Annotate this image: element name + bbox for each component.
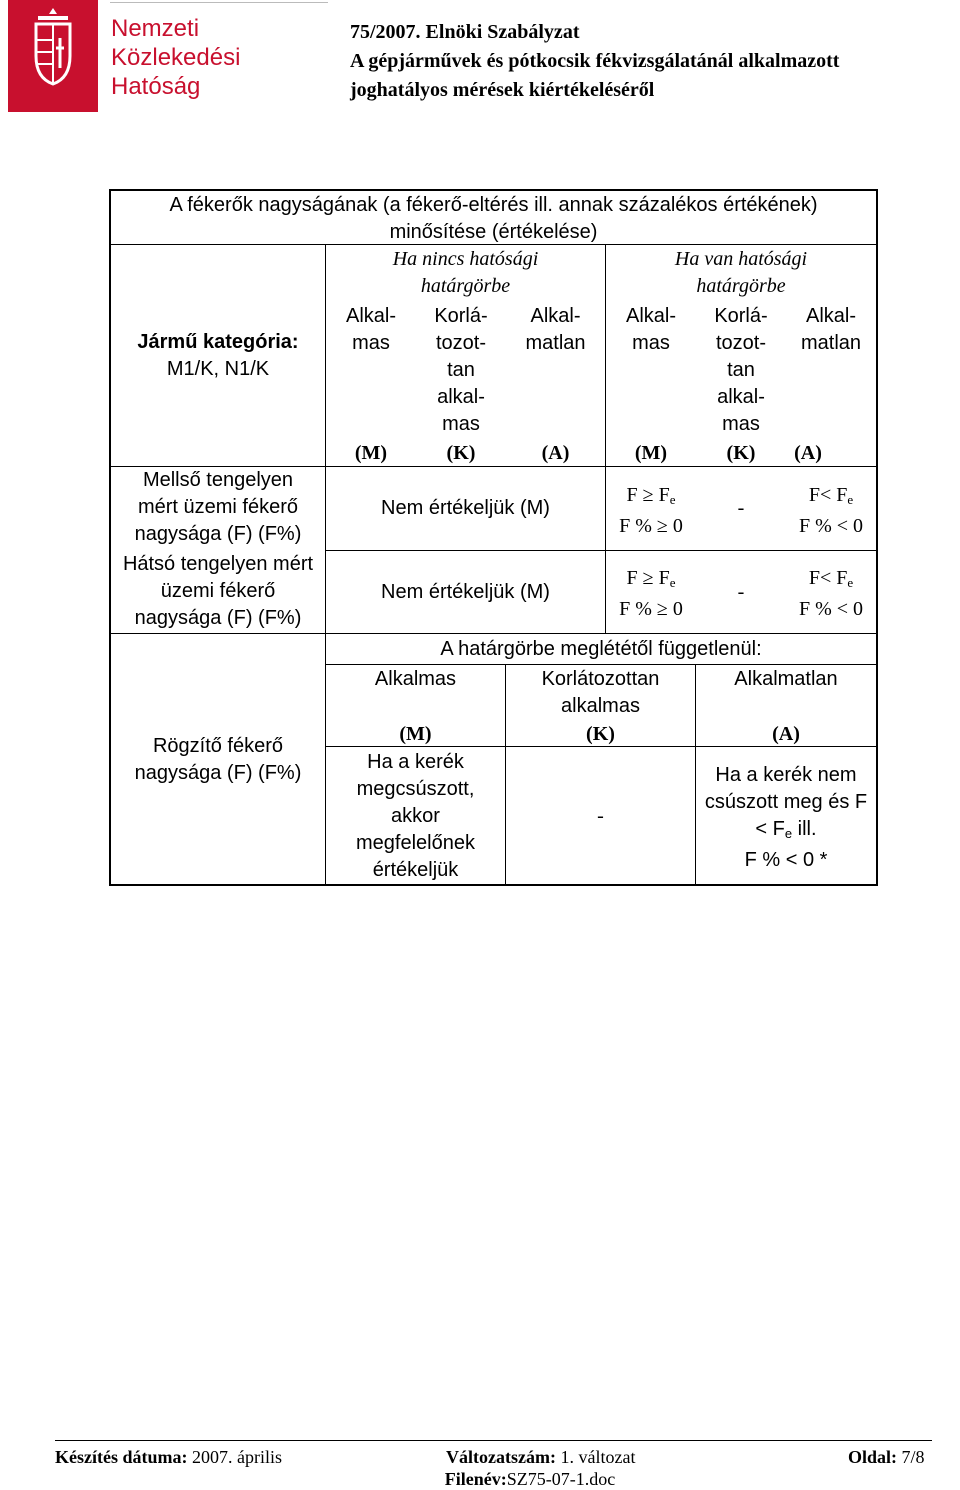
table-title-line-1: A fékerők nagyságának (a fékerő-eltérés ill. annak százalékos értékének) <box>169 194 818 216</box>
rear-not-evaluated: Nem értékeljük (M) <box>381 581 550 603</box>
rear-f-ge: $F \ge F_e$ <box>626 567 676 590</box>
front-fpct-lt: F % < 0 <box>798 515 864 537</box>
code-a-1: (A) <box>541 442 570 464</box>
park-a-text-line-1: Ha a kerék nem <box>715 764 857 786</box>
col-suitable-1-line-2: mas <box>352 332 390 354</box>
park-a-text-line-2: csúszott meg és F <box>704 791 868 813</box>
org-name-line-1: Nemzeti <box>111 15 200 42</box>
group-authority-line-1: Ha van hatósági <box>674 248 808 270</box>
park-m-text-line-4: megfelelőnek <box>356 832 475 854</box>
park-code-m: (M) <box>399 723 432 745</box>
front-fpct-ge: F % ≥ 0 <box>619 515 683 537</box>
row-rear-line-2: üzemi fékerő <box>160 580 276 602</box>
col-limited-1-line-2: tozot- <box>435 332 487 354</box>
col-limited-1-line-3: tan <box>447 359 475 381</box>
row-front-line-3: nagysága (F) (F%) <box>134 523 302 545</box>
col-limited-1-line-5: mas <box>442 413 480 435</box>
header-rule <box>110 2 328 3</box>
footer-filename: Filenév:SZ75-07-1.doc <box>444 1469 616 1489</box>
vehicle-category-value: M1/K, N1/K <box>166 358 270 380</box>
rear-fpct-ge: F % ≥ 0 <box>619 598 683 620</box>
park-limited-line-1: Korlátozottan <box>541 668 660 690</box>
row-parking-line-2: nagysága (F) (F%) <box>134 762 302 784</box>
park-a-text-line-3: < $F_e$ ill. <box>755 818 817 841</box>
coat-of-arms-icon <box>8 0 98 112</box>
row-rear-line-1: Hátsó tengelyen mért <box>122 553 314 575</box>
doc-title-line-1: A gépjárművek és pótkocsik fékvizsgálatánál alkalmazott <box>350 50 840 72</box>
park-suitable-label: Alkalmas <box>374 668 457 690</box>
vehicle-category-label: Jármű kategória: <box>137 331 299 353</box>
col-limited-2-line-1: Korlá- <box>714 305 768 327</box>
independent-header: A határgörbe meglététől függetlenül: <box>440 638 762 660</box>
doc-number: 75/2007. Elnöki Szabályzat <box>350 21 580 43</box>
col-suitable-1-line-1: Alkal- <box>345 305 396 327</box>
logo-block <box>8 0 328 112</box>
doc-title-line-2: joghatályos mérések kiértékeléséről <box>350 79 655 101</box>
front-limited-dash: - <box>737 497 745 519</box>
group-no-authority-line-1: Ha nincs hatósági <box>392 248 539 270</box>
front-not-evaluated: Nem értékeljük (M) <box>381 497 550 519</box>
code-m-1: (M) <box>354 442 388 464</box>
col-unsuitable-2-line-2: matlan <box>800 332 862 354</box>
col-unsuitable-2-line-1: Alkal- <box>805 305 856 327</box>
col-limited-2-line-2: tozot- <box>715 332 767 354</box>
table-title-line-2: minősítése (értékelése) <box>389 221 598 243</box>
footer-version: Változatszám: 1. változat <box>446 1447 636 1467</box>
group-authority-line-2: határgörbe <box>696 275 786 297</box>
rear-limited-dash: - <box>737 581 745 603</box>
front-f-lt: $F< F_e$ <box>808 484 854 507</box>
front-f-ge: $F \ge F_e$ <box>626 484 676 507</box>
row-front-line-1: Mellső tengelyen <box>142 469 294 491</box>
col-suitable-2-line-1: Alkal- <box>625 305 676 327</box>
col-suitable-2-line-2: mas <box>632 332 670 354</box>
col-limited-2-line-3: tan <box>727 359 755 381</box>
code-k-1: (K) <box>446 442 476 464</box>
park-m-text-line-5: értékeljük <box>372 859 459 881</box>
footer-page: Oldal: 7/8 <box>848 1447 925 1467</box>
row-rear-line-3: nagysága (F) (F%) <box>134 607 302 629</box>
park-m-text-line-3: akkor <box>391 805 440 827</box>
col-unsuitable-1-line-2: matlan <box>525 332 586 354</box>
footer-rule <box>55 1440 932 1441</box>
park-a-text-line-4: F % < 0 * <box>744 849 828 871</box>
rear-f-lt: $F< F_e$ <box>808 567 854 590</box>
col-limited-1-line-1: Korlá- <box>434 305 488 327</box>
org-name-line-3: Hatóság <box>111 73 201 100</box>
park-code-a: (A) <box>772 723 800 745</box>
col-limited-2-line-5: mas <box>722 413 760 435</box>
park-limited-dash: - <box>597 805 604 827</box>
code-m-2: (M) <box>634 442 668 464</box>
row-parking-line-1: Rögzítő fékerő <box>152 735 284 757</box>
park-limited-line-2: alkalmas <box>561 695 640 717</box>
park-m-text-line-1: Ha a kerék <box>367 751 464 773</box>
footer-date: Készítés dátuma: 2007. április <box>55 1447 282 1467</box>
park-unsuitable-label: Alkalmatlan <box>734 668 838 690</box>
col-unsuitable-1-line-1: Alkal- <box>530 305 581 327</box>
org-name-line-2: Közlekedési <box>111 44 241 71</box>
code-a-2: (A) <box>794 442 822 464</box>
park-m-text-line-2: megcsúszott, <box>356 778 475 800</box>
park-code-k: (K) <box>586 723 615 745</box>
group-no-authority-line-2: határgörbe <box>420 275 511 297</box>
row-front-line-2: mért üzemi fékerő <box>137 496 299 518</box>
col-limited-2-line-4: alkal- <box>717 386 765 408</box>
code-k-2: (K) <box>726 442 756 464</box>
rear-fpct-lt: F % < 0 <box>798 598 864 620</box>
col-limited-1-line-4: alkal- <box>437 386 485 408</box>
